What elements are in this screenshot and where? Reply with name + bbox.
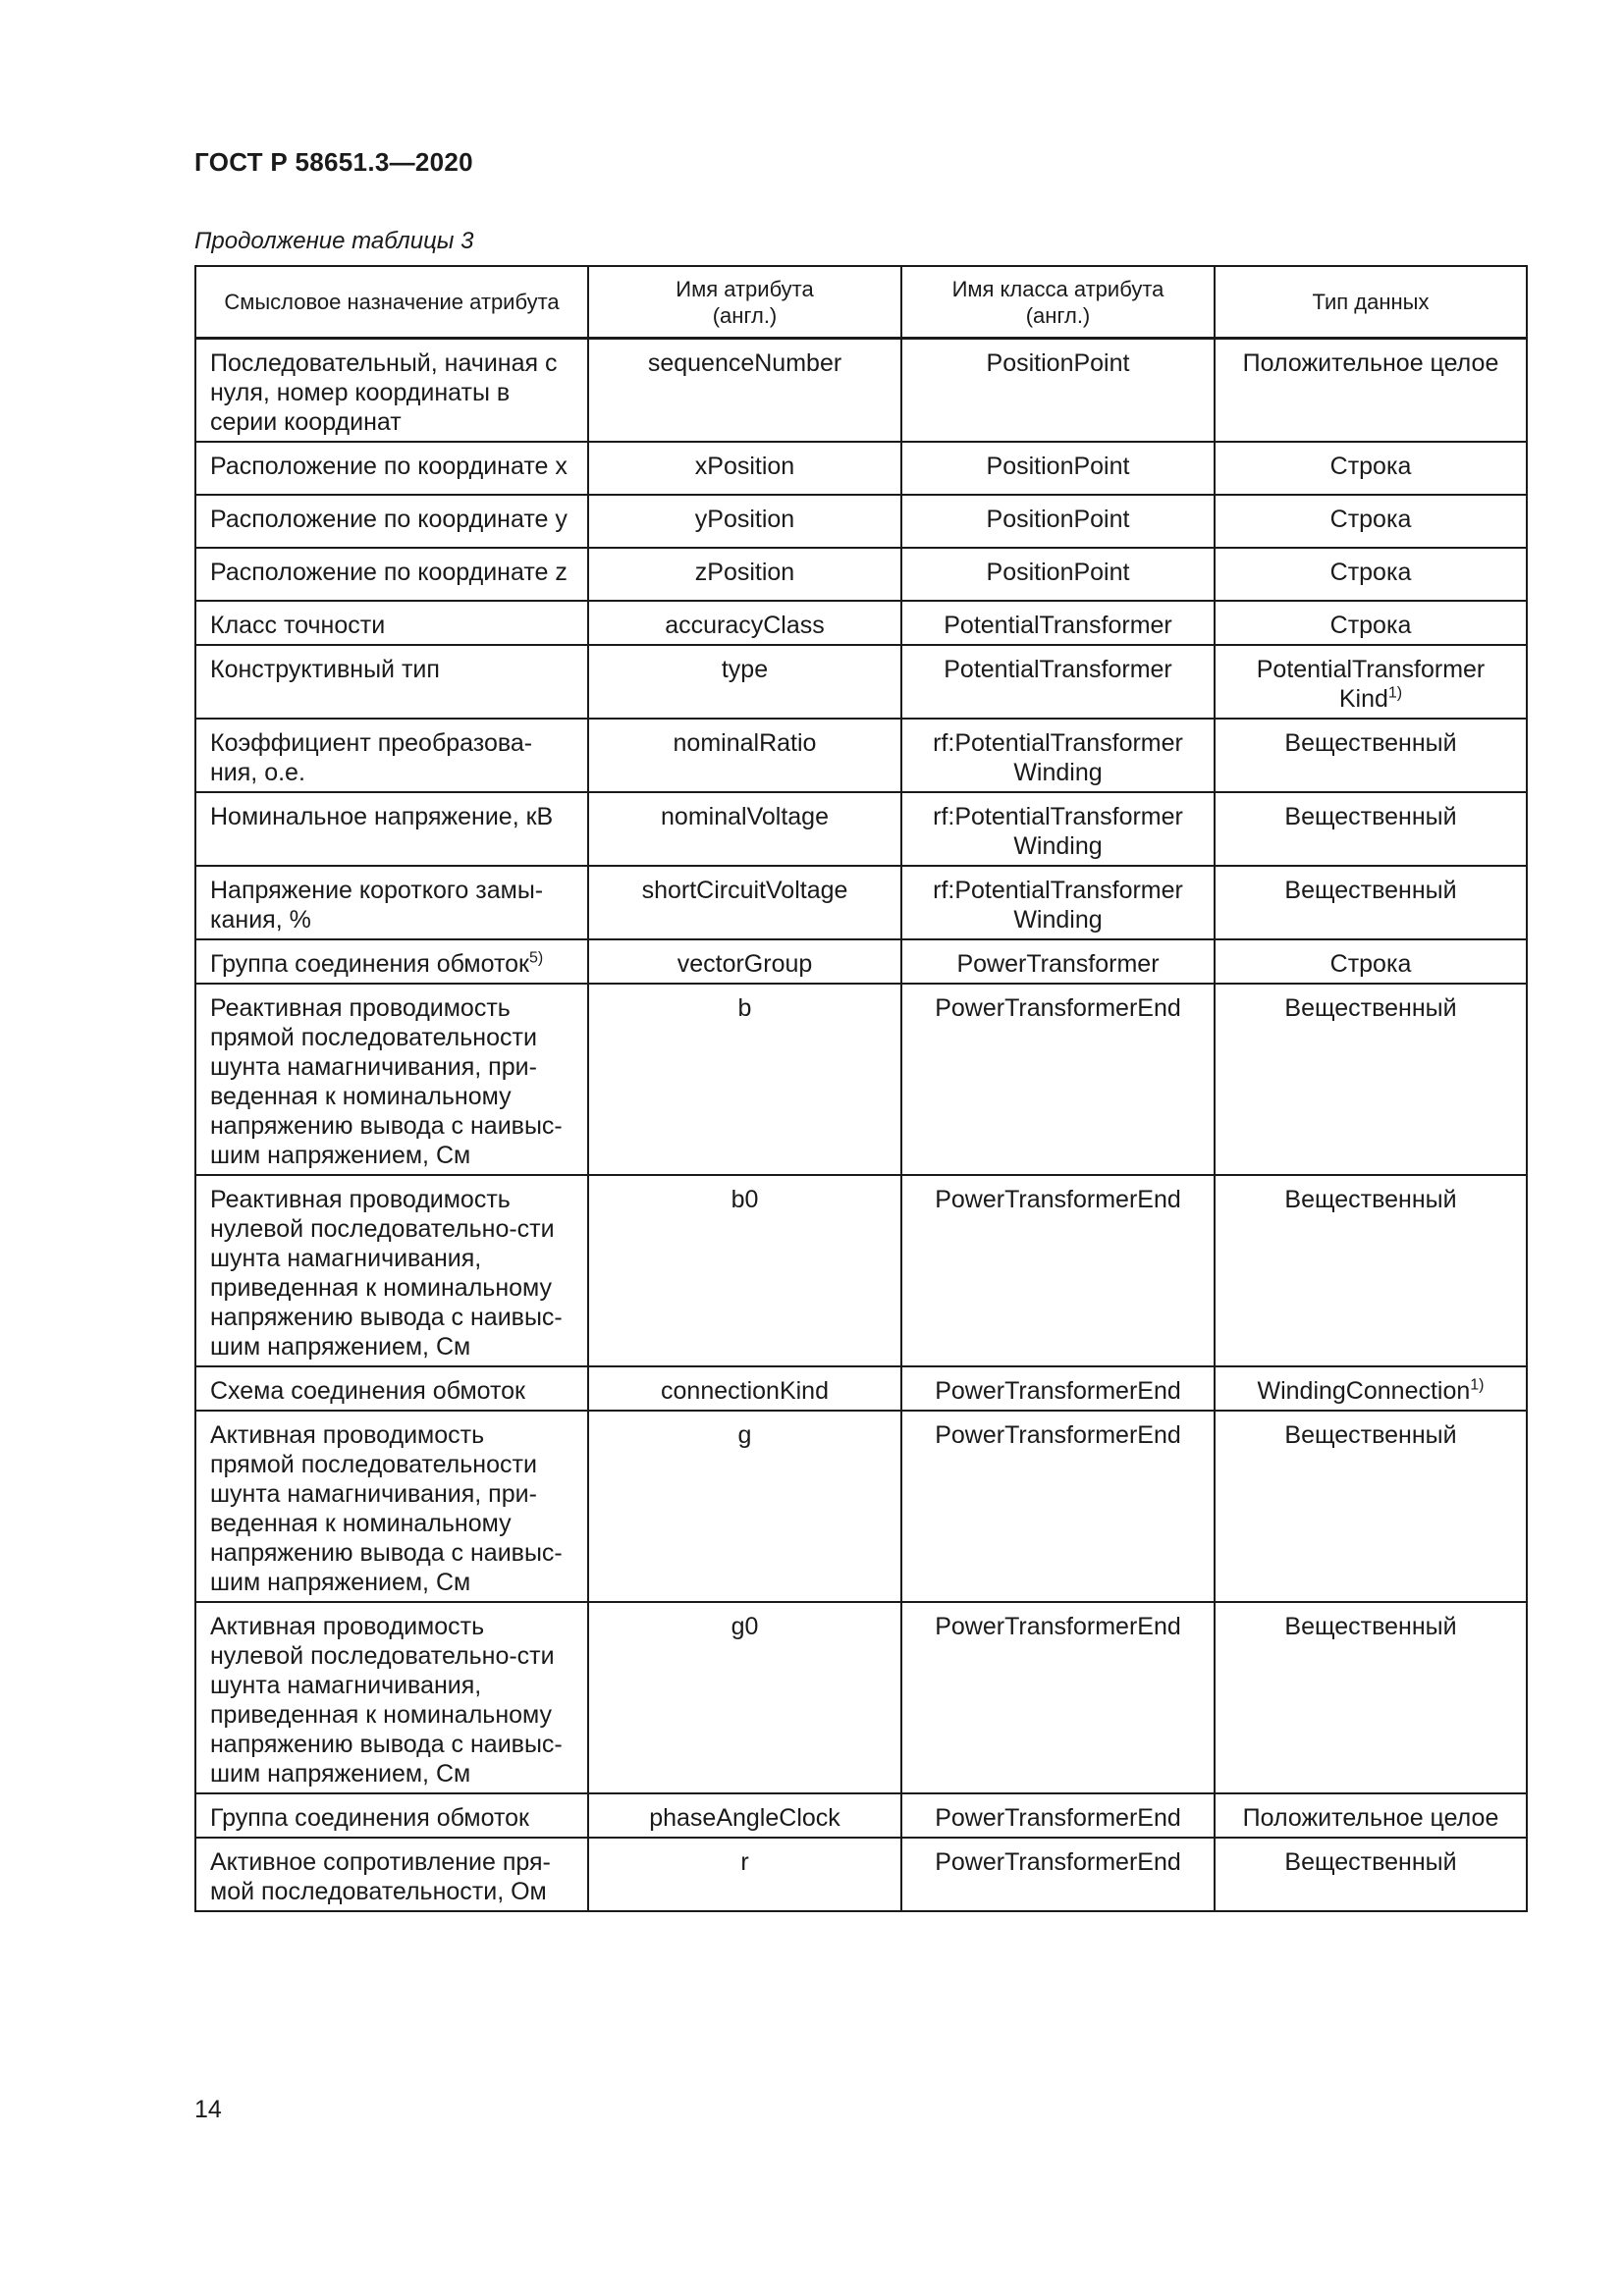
table-row — [195, 1366, 1527, 1411]
cell-data-type — [1215, 601, 1527, 645]
footnote-ref: 5) — [528, 949, 544, 967]
cell-purpose — [195, 645, 588, 719]
cell-data-type-text: Вещественный — [1284, 1421, 1457, 1449]
cell-data-type-text: Положительное целое — [1242, 349, 1499, 377]
cell-data-type — [1215, 1366, 1527, 1411]
cell-attribute-name — [588, 1793, 901, 1838]
cell-purpose — [195, 548, 588, 601]
cell-purpose — [195, 1366, 588, 1411]
cell-purpose — [195, 1175, 588, 1366]
cell-class-name-text: PositionPoint — [986, 506, 1130, 533]
cell-attribute-name-text: zPosition — [694, 559, 795, 586]
cell-purpose-text: Конструктивный тип — [210, 656, 440, 683]
cell-class-name-text: rf:PotentialTransformer Winding — [933, 729, 1183, 786]
cell-purpose — [195, 601, 588, 645]
cell-data-type — [1215, 442, 1527, 495]
cell-attribute-name-text: vectorGroup — [677, 950, 813, 978]
table-row — [195, 1411, 1527, 1602]
cell-class-name-text: PowerTransformerEnd — [935, 994, 1181, 1022]
cell-purpose — [195, 719, 588, 792]
cell-class-name-text: PowerTransformerEnd — [935, 1421, 1181, 1449]
cell-data-type — [1215, 1175, 1527, 1366]
cell-data-type — [1215, 984, 1527, 1175]
cell-class-name-text: PowerTransformerEnd — [935, 1377, 1181, 1405]
cell-data-type — [1215, 645, 1527, 719]
cell-data-type-text: Строка — [1329, 612, 1412, 639]
cell-data-type-text: Вещественный — [1284, 877, 1457, 904]
cell-attribute-name-text: xPosition — [694, 453, 795, 480]
cell-class-name — [901, 1838, 1215, 1911]
table-row — [195, 339, 1527, 443]
cell-class-name — [901, 866, 1215, 939]
cell-attribute-name — [588, 1366, 901, 1411]
cell-class-name — [901, 939, 1215, 984]
cell-class-name-text: PotentialTransformer — [944, 656, 1172, 683]
cell-attribute-name-text: g0 — [731, 1613, 759, 1640]
cell-class-name — [901, 601, 1215, 645]
cell-purpose — [195, 1602, 588, 1793]
cell-purpose — [195, 339, 588, 443]
cell-data-type — [1215, 495, 1527, 548]
cell-data-type-text: WindingConnection — [1257, 1377, 1471, 1405]
cell-purpose-text: Активное сопротивление пря-мой последовательности, Ом — [210, 1848, 551, 1905]
table-row — [195, 1175, 1527, 1366]
cell-purpose — [195, 984, 588, 1175]
cell-data-type-text: Строка — [1329, 506, 1412, 533]
cell-data-type-text: PotentialTransformer Kind — [1256, 656, 1486, 713]
cell-data-type — [1215, 548, 1527, 601]
cell-class-name — [901, 719, 1215, 792]
cell-data-type-text: Вещественный — [1284, 1186, 1457, 1213]
cell-purpose-text: Класс точности — [210, 612, 386, 639]
table-body — [195, 339, 1527, 1912]
table-row — [195, 495, 1527, 548]
cell-class-name-text: PowerTransformerEnd — [935, 1613, 1181, 1640]
cell-data-type — [1215, 866, 1527, 939]
table-row — [195, 984, 1527, 1175]
cell-attribute-name — [588, 645, 901, 719]
cell-attribute-name — [588, 939, 901, 984]
column-header-text: Смысловое назначение атрибута — [224, 290, 560, 314]
cell-attribute-name-text: phaseAngleClock — [649, 1804, 840, 1832]
cell-purpose — [195, 1793, 588, 1838]
cell-data-type-text: Строка — [1329, 950, 1412, 978]
cell-attribute-name-text: b — [737, 994, 752, 1022]
cell-purpose-text: Напряжение короткого замы-кания, % — [210, 877, 544, 934]
table-row — [195, 442, 1527, 495]
cell-purpose-text: Последовательный, начиная с нуля, номер координаты в серии координат — [210, 349, 558, 436]
cell-purpose-text: Группа соединения обмоток — [210, 1804, 529, 1832]
cell-class-name — [901, 792, 1215, 866]
column-header-class-name — [901, 266, 1215, 339]
cell-purpose-text: Коэффициент преобразова-ния, о.е. — [210, 729, 533, 786]
cell-attribute-name — [588, 601, 901, 645]
cell-purpose — [195, 866, 588, 939]
cell-attribute-name-text: connectionKind — [661, 1377, 829, 1405]
cell-purpose-text: Номинальное напряжение, кВ — [210, 803, 554, 830]
cell-class-name — [901, 495, 1215, 548]
cell-attribute-name-text: shortCircuitVoltage — [641, 877, 848, 904]
cell-class-name — [901, 1602, 1215, 1793]
cell-attribute-name — [588, 984, 901, 1175]
cell-attribute-name — [588, 339, 901, 443]
cell-purpose-text: Реактивная проводимость прямой последовательности шунта намагничивания, при-веденная к номинальному напряжению вывода с наивыс-шим напряжением, См — [210, 994, 563, 1169]
cell-attribute-name-text: r — [740, 1848, 749, 1876]
cell-purpose — [195, 1411, 588, 1602]
cell-class-name — [901, 984, 1215, 1175]
cell-attribute-name-text: yPosition — [694, 506, 795, 533]
cell-class-name — [901, 1793, 1215, 1838]
cell-data-type-text: Вещественный — [1284, 1613, 1457, 1640]
table-row — [195, 866, 1527, 939]
table-row — [195, 1793, 1527, 1838]
cell-class-name — [901, 1175, 1215, 1366]
cell-data-type-text: Вещественный — [1284, 1848, 1457, 1876]
cell-attribute-name-text: sequenceNumber — [647, 349, 842, 377]
cell-attribute-name — [588, 548, 901, 601]
table-caption: Продолжение таблицы 3 — [194, 228, 474, 254]
cell-class-name-text: PowerTransformerEnd — [935, 1804, 1181, 1832]
column-header-text: Тип данных — [1312, 290, 1430, 314]
table-row — [195, 548, 1527, 601]
cell-data-type — [1215, 1602, 1527, 1793]
cell-class-name-text: PowerTransformerEnd — [935, 1848, 1181, 1876]
cell-data-type — [1215, 792, 1527, 866]
cell-data-type — [1215, 1411, 1527, 1602]
cell-purpose-text: Расположение по координате z — [210, 559, 568, 586]
cell-attribute-name — [588, 495, 901, 548]
cell-class-name-text: PositionPoint — [986, 453, 1130, 480]
table-row — [195, 719, 1527, 792]
attributes-table — [194, 265, 1528, 1912]
cell-purpose-text: Расположение по координате y — [210, 506, 568, 533]
cell-purpose-text: Расположение по координате x — [210, 453, 568, 480]
cell-class-name-text: PositionPoint — [986, 559, 1130, 586]
cell-class-name-text: PowerTransformer — [956, 950, 1160, 978]
column-header-data-type — [1215, 266, 1527, 339]
cell-class-name-text: rf:PotentialTransformer Winding — [933, 877, 1183, 934]
cell-purpose — [195, 442, 588, 495]
cell-attribute-name-text: accuracyClass — [665, 612, 825, 639]
cell-attribute-name-text: g — [737, 1421, 752, 1449]
column-header-text: Имя класса атрибута (англ.) — [951, 276, 1164, 328]
cell-data-type-text: Строка — [1329, 559, 1412, 586]
cell-purpose-text: Группа соединения обмоток — [210, 950, 529, 978]
cell-class-name-text: PotentialTransformer — [944, 612, 1172, 639]
cell-data-type-text: Вещественный — [1284, 994, 1457, 1022]
footnote-ref: 1) — [1470, 1376, 1485, 1394]
cell-purpose-text: Активная проводимость прямой последовательности шунта намагничивания, при-веденная к номинальному напряжению вывода с наивыс-шим напряжением, См — [210, 1421, 563, 1596]
cell-data-type — [1215, 719, 1527, 792]
cell-attribute-name — [588, 1838, 901, 1911]
cell-data-type-text: Строка — [1329, 453, 1412, 480]
cell-data-type-text: Положительное целое — [1242, 1804, 1499, 1832]
cell-purpose-text: Реактивная проводимость нулевой последовательно-сти шунта намагничивания, приведенная к номинальному напряжению вывода с наивыс-шим напряжением, См — [210, 1186, 563, 1361]
cell-attribute-name-text: b0 — [731, 1186, 759, 1213]
cell-class-name — [901, 1411, 1215, 1602]
cell-purpose-text: Активная проводимость нулевой последовательно-сти шунта намагничивания, приведенная к номинальному напряжению вывода с наивыс-шим напряжением, См — [210, 1613, 563, 1788]
cell-attribute-name — [588, 1602, 901, 1793]
column-header-purpose — [195, 266, 588, 339]
table-row — [195, 1838, 1527, 1911]
cell-purpose — [195, 792, 588, 866]
cell-class-name — [901, 442, 1215, 495]
cell-class-name-text: PowerTransformerEnd — [935, 1186, 1181, 1213]
footnote-ref: 1) — [1387, 684, 1403, 702]
table-row — [195, 1602, 1527, 1793]
column-header-attribute-name — [588, 266, 901, 339]
cell-attribute-name — [588, 1175, 901, 1366]
cell-attribute-name — [588, 1411, 901, 1602]
cell-purpose — [195, 495, 588, 548]
table-row — [195, 645, 1527, 719]
document-header: ГОСТ Р 58651.3—2020 — [194, 147, 473, 177]
cell-attribute-name-text: type — [721, 656, 769, 683]
cell-data-type-text: Вещественный — [1284, 803, 1457, 830]
table-row — [195, 939, 1527, 984]
table-row — [195, 792, 1527, 866]
cell-attribute-name-text: nominalVoltage — [661, 803, 829, 830]
table-row — [195, 601, 1527, 645]
page-number: 14 — [194, 2096, 222, 2123]
cell-class-name — [901, 645, 1215, 719]
cell-attribute-name-text: nominalRatio — [673, 729, 817, 757]
cell-attribute-name — [588, 719, 901, 792]
cell-purpose — [195, 939, 588, 984]
cell-attribute-name — [588, 792, 901, 866]
cell-attribute-name — [588, 866, 901, 939]
cell-purpose — [195, 1838, 588, 1911]
cell-data-type — [1215, 1838, 1527, 1911]
cell-class-name-text: rf:PotentialTransformer Winding — [933, 803, 1183, 860]
cell-purpose-text: Схема соединения обмоток — [210, 1377, 525, 1405]
cell-data-type — [1215, 939, 1527, 984]
cell-class-name — [901, 1366, 1215, 1411]
cell-data-type — [1215, 339, 1527, 443]
cell-data-type-text: Вещественный — [1284, 729, 1457, 757]
cell-class-name — [901, 339, 1215, 443]
cell-data-type — [1215, 1793, 1527, 1838]
cell-class-name — [901, 548, 1215, 601]
cell-attribute-name — [588, 442, 901, 495]
table-header-row — [195, 266, 1527, 339]
cell-class-name-text: PositionPoint — [986, 349, 1130, 377]
column-header-text: Имя атрибута (англ.) — [676, 276, 814, 328]
